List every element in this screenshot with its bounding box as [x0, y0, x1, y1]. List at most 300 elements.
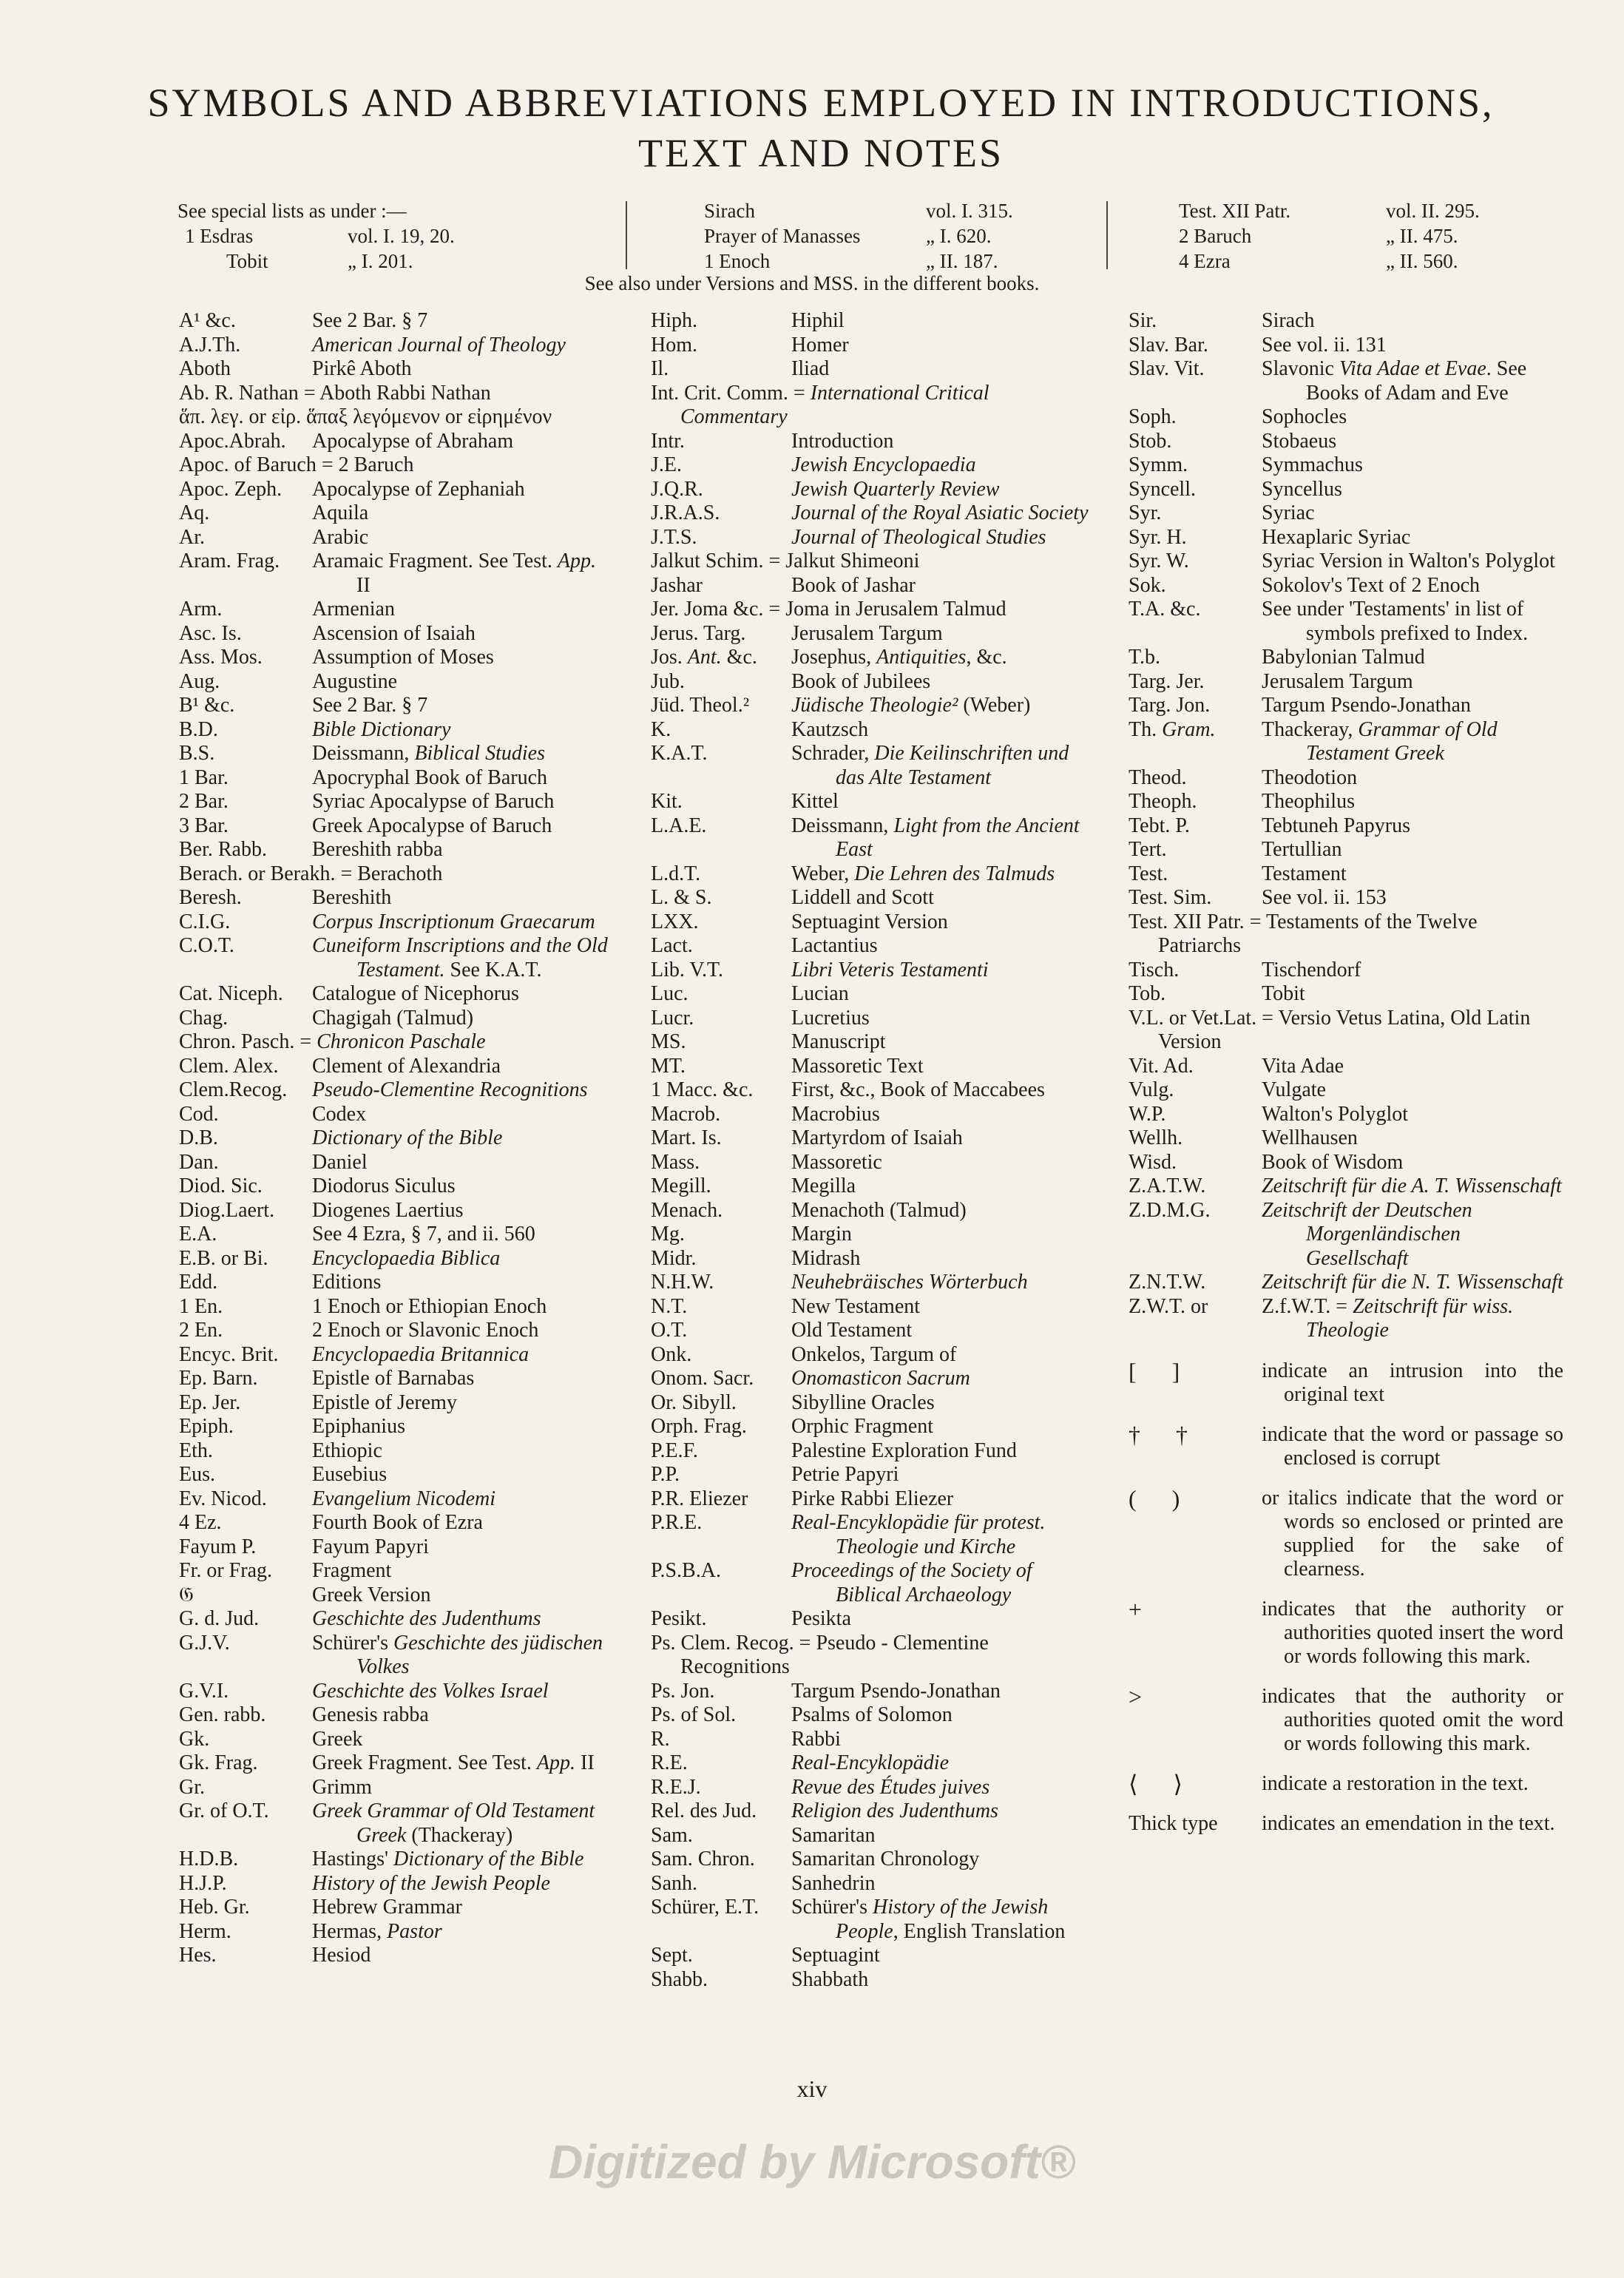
- abbrev-expansion: Greek Fragment. See Test. App. II: [312, 1751, 595, 1774]
- abbrev-term: Ep. Barn.: [179, 1367, 258, 1390]
- abbrev-expansion: Megilla: [791, 1175, 856, 1197]
- symbol-description: or italics indicate that the word or words so enclosed or printed are supplied for the sake of clearness.: [1262, 1486, 1563, 1581]
- intro-divider-2: [1106, 201, 1108, 269]
- abbrev-entry: [1129, 598, 1563, 646]
- abbrev-term: Soph.: [1129, 405, 1177, 428]
- abbrev-term: Diog.Laert.: [179, 1198, 275, 1222]
- abbrev-term: Ber. Rabb.: [179, 838, 267, 861]
- abbrev-entry: [1129, 838, 1563, 862]
- abbrev-entry: [1129, 1007, 1563, 1055]
- intro-ref: vol. II. 295.: [1386, 200, 1480, 222]
- abbrev-term: Jer. Joma &c.: [651, 598, 764, 621]
- abbrev-entry: [651, 1559, 1089, 1607]
- abbrev-expansion: Petrie Papyri: [791, 1463, 899, 1486]
- abbrev-expansion: Josephus, Antiquities, &c.: [791, 646, 1007, 669]
- abbrev-term: Vit. Ad.: [1129, 1054, 1194, 1078]
- abbrev-term: 𝔊: [179, 1583, 194, 1606]
- abbrev-expansion: Fayum Papyri: [312, 1535, 429, 1558]
- abbrev-term: E.A.: [179, 1223, 217, 1246]
- abbrev-term: J.E.: [651, 453, 682, 476]
- abbrev-term: Tob.: [1129, 982, 1166, 1005]
- abbrev-term: Sept.: [651, 1944, 693, 1967]
- abbrev-expansion: Palestine Exploration Fund: [791, 1439, 1017, 1462]
- abbrev-expansion: = International Critical Commentary: [680, 381, 989, 428]
- abbrev-term: Edd.: [179, 1271, 218, 1294]
- abbrev-term: R.: [651, 1727, 670, 1751]
- see-also-note: See also under Versions and MSS. in the different books.: [584, 272, 1040, 294]
- abbrev-term: J.Q.R.: [651, 477, 703, 501]
- abbrev-term: Hes.: [179, 1944, 217, 1967]
- abbrev-entry: [651, 334, 1089, 358]
- abbrev-entry: [651, 1896, 1089, 1944]
- symbol-entry: [1129, 1812, 1563, 1836]
- abbrev-entry: [179, 1848, 608, 1872]
- abbrev-entry: [179, 1007, 608, 1031]
- abbrev-entry: [179, 334, 608, 358]
- abbrev-entry: [651, 1776, 1089, 1800]
- abbrev-term: Syncell.: [1129, 477, 1196, 501]
- abbrev-entry: [179, 982, 608, 1007]
- intro-ref: „ I. 620.: [926, 225, 992, 247]
- abbrev-expansion: Hexaplaric Syriac: [1262, 525, 1411, 549]
- abbrev-entry: [651, 1799, 1089, 1824]
- abbrev-entry: [651, 1343, 1089, 1368]
- abbrev-expansion: Macrobius: [791, 1102, 880, 1126]
- symbol-legend: [1129, 1359, 1563, 1836]
- abbrev-expansion: Assumption of Moses: [312, 646, 494, 669]
- symbol-glyph: [ ]: [1129, 1357, 1180, 1385]
- abbrev-expansion: Epistle of Barnabas: [312, 1367, 475, 1390]
- abbrev-term: Lucr.: [651, 1006, 694, 1030]
- abbrev-term: MS.: [651, 1030, 686, 1053]
- abbrev-term: Beresh.: [179, 886, 242, 909]
- abbrev-expansion: Zeitschrift für die A. T. Wissenschaft: [1262, 1175, 1562, 1197]
- abbrev-term: G. d. Jud.: [179, 1607, 260, 1630]
- abbrev-expansion: Z.f.W.T. = Zeitschrift für wiss. Theologie: [1262, 1294, 1514, 1342]
- abbrev-term: K.A.T.: [651, 742, 708, 765]
- abbrev-entry: [179, 838, 608, 862]
- abbrev-term: Menach.: [651, 1198, 723, 1222]
- abbrev-entry: [1129, 1199, 1563, 1271]
- abbrev-term: Apoc. of Baruch: [179, 453, 317, 476]
- abbrev-term: Tert.: [1129, 838, 1167, 861]
- abbrev-expansion: Aquila: [312, 501, 369, 524]
- abbrev-expansion: See 4 Ezra, § 7, and ii. 560: [312, 1223, 535, 1246]
- abbrev-entry: [179, 886, 608, 910]
- abbrev-expansion: Hermas, Pastor: [312, 1919, 442, 1943]
- abbrev-expansion: Margin: [791, 1223, 852, 1246]
- abbrev-term: Schürer, E.T.: [651, 1896, 759, 1919]
- abbrev-term: J.R.A.S.: [651, 501, 720, 524]
- abbrev-term: D.B.: [179, 1126, 218, 1149]
- intro-label: Prayer of Manasses: [704, 225, 861, 247]
- abbrev-expansion: Stobaeus: [1262, 429, 1337, 453]
- abbrev-expansion: Targum Psendo-Jonathan: [1262, 694, 1471, 717]
- abbrev-entry: [179, 1126, 608, 1151]
- abbrev-entry: [651, 1439, 1089, 1464]
- abbrev-entry: [1129, 886, 1563, 910]
- abbrev-entry: [1129, 862, 1563, 887]
- intro-entry: [177, 223, 592, 249]
- abbrev-expansion: Onkelos, Targum of: [791, 1342, 957, 1366]
- abbrev-entry: [1129, 574, 1563, 598]
- symbol-entry: [1129, 1423, 1563, 1470]
- abbrev-entry: [179, 1319, 608, 1343]
- abbrev-term: P.R. Eliezer: [651, 1487, 748, 1510]
- symbol-description: indicates that the authority or authorities quoted insert the word or words following this mark.: [1262, 1597, 1563, 1668]
- watermark: Digitized by Microsoft®: [548, 2135, 1076, 2189]
- abbrev-entry: [651, 501, 1089, 526]
- abbrev-term: Test.: [1129, 862, 1168, 885]
- abbrev-expansion: Augustine: [312, 669, 398, 693]
- abbrev-term: Int. Crit. Comm.: [651, 381, 788, 405]
- abbrev-expansion: Pirkê Aboth: [312, 357, 412, 380]
- abbrev-expansion: Syriac: [1262, 501, 1315, 524]
- abbrev-entry: [1129, 1271, 1563, 1295]
- abbrev-entry: [651, 1103, 1089, 1127]
- abbrev-term: MT.: [651, 1054, 686, 1078]
- abbrev-entry: [1129, 790, 1563, 814]
- abbrev-entry: [651, 718, 1089, 743]
- abbrev-expansion: Corpus Inscriptionum Graecarum: [312, 910, 595, 933]
- abbrev-entry: [179, 1607, 608, 1632]
- abbrev-expansion: Menachoth (Talmud): [791, 1198, 967, 1222]
- abbrev-expansion: Kittel: [791, 790, 839, 813]
- abbrev-expansion: Sibylline Oracles: [791, 1390, 935, 1414]
- abbrev-expansion: Real-Encyklopädie für protest. Theologie und Kirche: [791, 1511, 1046, 1558]
- abbrev-term: Syr. W.: [1129, 550, 1189, 572]
- abbrev-term: Herm.: [179, 1919, 231, 1943]
- abbrev-entry: [1129, 1078, 1563, 1103]
- abbrev-term: Luc.: [651, 982, 688, 1005]
- symbol-description: indicates that the authority or authorities quoted omit the word or words following this mark.: [1262, 1684, 1563, 1755]
- intro-ref: „ I. 201.: [348, 250, 413, 272]
- abbrev-entry: [651, 1223, 1089, 1247]
- abbrev-column-3: [1129, 309, 1563, 1836]
- abbrev-entry: [179, 622, 608, 646]
- abbrev-term: Chron. Pasch.: [179, 1030, 295, 1053]
- abbrev-entry: [651, 357, 1089, 382]
- abbrev-entry: [651, 1367, 1089, 1391]
- abbrev-entry: [1129, 309, 1563, 334]
- abbrev-expansion: Codex: [312, 1102, 367, 1126]
- abbrev-entry: [179, 1487, 608, 1512]
- abbrev-term: Onk.: [651, 1342, 692, 1366]
- abbrev-entry: [179, 1078, 608, 1103]
- abbrev-term: Ep. Jer.: [179, 1390, 241, 1414]
- abbrev-term: B.S.: [179, 742, 215, 765]
- abbrev-term: Vulg.: [1129, 1078, 1174, 1101]
- abbrev-term: L. & S.: [651, 886, 712, 909]
- abbrev-expansion: Chagigah (Talmud): [312, 1006, 474, 1030]
- abbrev-term: Z.D.M.G.: [1129, 1198, 1211, 1222]
- abbrev-term: Cod.: [179, 1102, 219, 1126]
- abbrev-term: Targ. Jer.: [1129, 669, 1205, 693]
- abbrev-term: L.A.E.: [651, 814, 707, 837]
- abbrev-term: Jalkut Schim.: [651, 550, 764, 572]
- abbrev-entry: [179, 1103, 608, 1127]
- abbrev-entry: [1129, 526, 1563, 550]
- abbrev-expansion: Jüdische Theologie² (Weber): [791, 694, 1031, 717]
- abbrev-expansion: Evangelium Nicodemi: [312, 1487, 496, 1510]
- abbrev-expansion: Grimm: [312, 1775, 372, 1799]
- abbrev-term: W.P.: [1129, 1102, 1166, 1126]
- abbrev-expansion: Greek Version: [312, 1583, 431, 1606]
- intro-ref: vol. I. 315.: [926, 200, 1013, 222]
- page-number: xiv: [796, 2075, 828, 2102]
- intro-entry: [704, 249, 1044, 274]
- abbrev-term: N.T.: [651, 1294, 688, 1318]
- abbrev-expansion: Diogenes Laertius: [312, 1198, 464, 1222]
- abbrev-term: Chag.: [179, 1006, 229, 1030]
- abbrev-entry: [651, 1968, 1089, 1993]
- abbrev-entry: [1129, 910, 1563, 959]
- abbrev-term: C.I.G.: [179, 910, 231, 933]
- abbrev-entry: [651, 430, 1089, 454]
- abbrev-entry: [651, 598, 1089, 622]
- abbrev-term: Jub.: [651, 669, 685, 693]
- abbrev-expansion: Midrash: [791, 1246, 861, 1270]
- abbrev-term: Epiph.: [179, 1415, 234, 1438]
- abbrev-expansion: Encyclopaedia Biblica: [312, 1246, 501, 1270]
- abbrev-entry: [179, 1367, 608, 1391]
- abbrev-expansion: Jewish Quarterly Review: [791, 477, 1000, 501]
- intro-entry: [1179, 249, 1519, 274]
- abbrev-term: C.O.T.: [179, 934, 234, 957]
- abbrev-entry: [179, 1944, 608, 1968]
- abbrev-term: Diod. Sic.: [179, 1175, 263, 1197]
- abbrev-expansion: Tertullian: [1262, 838, 1342, 861]
- abbrev-term: ἅπ. λεγ. or εἰρ.: [179, 405, 302, 428]
- abbrev-term: P.S.B.A.: [651, 1559, 721, 1582]
- abbrev-entry: [651, 1175, 1089, 1199]
- abbrev-entry: [179, 1223, 608, 1247]
- abbrev-entry: [1129, 550, 1563, 574]
- abbrev-expansion: Lucretius: [791, 1006, 870, 1030]
- intro-list-1: [177, 198, 592, 274]
- abbrev-entry: [179, 718, 608, 743]
- abbrev-entry: [179, 1896, 608, 1920]
- intro-ref: vol. I. 19, 20.: [348, 225, 455, 247]
- abbrev-entry: [651, 1391, 1089, 1416]
- abbrev-entry: [651, 382, 1089, 430]
- abbrev-term: Z.W.T. or: [1129, 1294, 1208, 1318]
- intro-list-3: [1179, 198, 1519, 274]
- abbrev-term: A.J.Th.: [179, 333, 241, 356]
- abbrev-term: Aq.: [179, 501, 210, 524]
- intro-ref: „ II. 560.: [1386, 250, 1458, 272]
- abbrev-entry: [1129, 501, 1563, 526]
- intro-entry: [704, 198, 1044, 223]
- abbrev-expansion: Pirke Rabbi Eliezer: [791, 1487, 954, 1510]
- intro-entry: [704, 223, 1044, 249]
- abbrev-entry: [179, 309, 608, 334]
- abbrev-expansion: 2 Enoch or Slavonic Enoch: [312, 1319, 539, 1342]
- abbrev-expansion: Apocryphal Book of Baruch: [312, 765, 548, 789]
- intro-label: 1 Esdras: [185, 225, 254, 247]
- abbrev-expansion: Editions: [312, 1271, 382, 1294]
- abbrev-entry: [651, 790, 1089, 814]
- abbrev-expansion: Sokolov's Text of 2 Enoch: [1262, 573, 1480, 597]
- abbrev-entry: [179, 382, 608, 406]
- abbrev-expansion: Weber, Die Lehren des Talmuds: [791, 862, 1055, 885]
- abbrev-expansion: See vol. ii. 153: [1262, 886, 1387, 909]
- abbrev-term: Clem.Recog.: [179, 1078, 288, 1101]
- abbrev-expansion: Bereshith rabba: [312, 838, 443, 861]
- abbrev-expansion: Genesis rabba: [312, 1703, 429, 1726]
- abbrev-term: Mart. Is.: [651, 1126, 722, 1149]
- abbrev-entry: [651, 1007, 1089, 1031]
- abbrev-expansion: Testament: [1262, 862, 1347, 885]
- abbrev-expansion: Neuhebräisches Wörterbuch: [791, 1271, 1028, 1294]
- abbrev-expansion: Aramaic Fragment. See Test. App. II: [312, 550, 596, 597]
- abbrev-entry: [651, 1463, 1089, 1487]
- abbrev-entry: [651, 1078, 1089, 1103]
- abbrev-expansion: = Berachoth: [335, 862, 443, 885]
- abbrev-expansion: Bible Dictionary: [312, 717, 451, 741]
- abbrev-expansion: ἅπαξ λεγόμενον or εἰρημένον: [301, 405, 552, 428]
- abbrev-expansion: Apocalypse of Abraham: [312, 429, 514, 453]
- abbrev-entry: [651, 742, 1089, 790]
- abbrev-entry: [1129, 1151, 1563, 1175]
- abbrev-entry: [179, 1295, 608, 1319]
- intro-entry: See special lists as under :—: [177, 200, 407, 222]
- abbrev-term: J.T.S.: [651, 525, 697, 549]
- intro-label: Tobit: [226, 250, 268, 272]
- abbrev-term: T.b.: [1129, 646, 1161, 669]
- abbrev-expansion: Septuagint: [791, 1944, 880, 1967]
- abbrev-entry: [1129, 1295, 1563, 1343]
- abbrev-term: Jüd. Theol.²: [651, 694, 750, 717]
- abbrev-term: Z.A.T.W.: [1129, 1175, 1206, 1197]
- abbrev-term: Apoc. Zeph.: [179, 477, 282, 501]
- abbrev-entry: [179, 1463, 608, 1487]
- abbrev-term: Lact.: [651, 934, 693, 957]
- abbrev-expansion: Hebrew Grammar: [312, 1896, 462, 1919]
- abbrev-expansion: Schürer's History of the Jewish People, English Translation: [791, 1896, 1066, 1943]
- abbrev-entry: [179, 550, 608, 598]
- abbrev-entry: [651, 1632, 1089, 1680]
- abbrev-term: Gen. rabb.: [179, 1703, 266, 1726]
- abbrev-entry: [179, 1632, 608, 1680]
- abbrev-expansion: Sanhedrin: [791, 1871, 876, 1895]
- abbrev-term: Onom. Sacr.: [651, 1367, 754, 1390]
- abbrev-entry: [651, 1487, 1089, 1512]
- symbol-entry: [1129, 1359, 1563, 1407]
- abbrev-entry: [179, 1151, 608, 1175]
- abbrev-expansion: = 2 Baruch: [316, 453, 414, 476]
- abbrev-entry: [1129, 670, 1563, 694]
- abbrev-entry: [651, 1824, 1089, 1848]
- abbrev-entry: [651, 910, 1089, 935]
- abbrev-entry: [651, 1703, 1089, 1728]
- abbrev-entry: [1129, 766, 1563, 791]
- abbrev-entry: [651, 959, 1089, 983]
- abbrev-entry: [651, 1055, 1089, 1079]
- abbrev-term: P.R.E.: [651, 1511, 703, 1534]
- abbrev-term: N.H.W.: [651, 1271, 714, 1294]
- abbrev-term: Z.N.T.W.: [1129, 1271, 1206, 1294]
- abbrev-term: 2 Bar.: [179, 790, 229, 813]
- abbrev-expansion: Liddell and Scott: [791, 886, 934, 909]
- abbrev-expansion: Ethiopic: [312, 1439, 382, 1462]
- abbrev-expansion: First, &c., Book of Maccabees: [791, 1078, 1045, 1101]
- abbrev-entry: [179, 1391, 608, 1416]
- abbrev-entry: [1129, 694, 1563, 718]
- abbrev-entry: [651, 1848, 1089, 1872]
- abbrev-term: Ass. Mos.: [179, 646, 263, 669]
- abbrev-entry: [179, 1728, 608, 1752]
- abbrev-expansion: Hesiod: [312, 1944, 371, 1967]
- abbrev-expansion: Babylonian Talmud: [1262, 646, 1425, 669]
- abbrev-entry: [1129, 1126, 1563, 1151]
- symbol-glyph: ( ): [1129, 1484, 1180, 1512]
- abbrev-entry: [179, 1199, 608, 1223]
- page-title: SYMBOLS AND ABBREVIATIONS EMPLOYED IN INTRODUCTIONS,: [147, 81, 1495, 125]
- abbrev-entry: [179, 1055, 608, 1079]
- abbrev-expansion: = Jalkut Shimeoni: [763, 550, 920, 572]
- abbrev-expansion: = Testaments of the Twelve Patriarchs: [1158, 910, 1478, 957]
- abbrev-expansion: Symmachus: [1262, 453, 1363, 476]
- symbol-glyph: +: [1129, 1595, 1143, 1623]
- abbrev-entry: [651, 1751, 1089, 1776]
- abbrev-entry: [1129, 1103, 1563, 1127]
- abbrev-entry: [651, 1319, 1089, 1343]
- abbrev-expansion: Catalogue of Nicephorus: [312, 982, 519, 1005]
- intro-label: 2 Baruch: [1179, 225, 1252, 247]
- abbrev-term: Fayum P.: [179, 1535, 257, 1558]
- abbrev-expansion: Vita Adae: [1262, 1054, 1344, 1078]
- abbrev-term: Theoph.: [1129, 790, 1197, 813]
- abbrev-term: 2 En.: [179, 1319, 223, 1342]
- abbrev-entry: [179, 526, 608, 550]
- abbrev-expansion: Jewish Encyclopaedia: [791, 453, 976, 476]
- abbrev-entry: [179, 670, 608, 694]
- abbrev-expansion: 1 Enoch or Ethiopian Enoch: [312, 1294, 547, 1318]
- symbol-description: indicate that the word or passage so enclosed is corrupt: [1262, 1422, 1563, 1470]
- abbrev-expansion: Kautzsch: [791, 717, 869, 741]
- abbrev-expansion: Orphic Fragment: [791, 1415, 934, 1438]
- abbrev-entry: [651, 982, 1089, 1007]
- abbrev-expansion: Libri Veteris Testamenti: [791, 958, 989, 981]
- intro-ref: „ II. 475.: [1386, 225, 1458, 247]
- abbrev-term: P.P.: [651, 1463, 680, 1486]
- abbrev-entry: [651, 478, 1089, 502]
- abbrev-expansion: Septuagint Version: [791, 910, 948, 933]
- abbrev-entry: [179, 910, 608, 935]
- abbrev-term: E.B. or Bi.: [179, 1246, 268, 1270]
- abbrev-entry: [179, 1439, 608, 1464]
- abbrev-term: Hiph.: [651, 309, 697, 332]
- abbrev-entry: [179, 1175, 608, 1199]
- abbrev-term: Jos. Ant. &c.: [651, 646, 757, 669]
- abbrev-term: Slav. Vit.: [1129, 357, 1205, 380]
- abbrev-expansion: Epiphanius: [312, 1415, 405, 1438]
- abbrev-expansion: Book of Jashar: [791, 573, 916, 597]
- abbrev-expansion: Greek: [312, 1727, 363, 1751]
- abbrev-term: Sam.: [651, 1823, 693, 1847]
- abbrev-term: LXX.: [651, 910, 699, 933]
- abbrev-term: Ps. Clem. Recog.: [651, 1631, 794, 1655]
- abbrev-expansion: Pseudo-Clementine Recognitions: [312, 1078, 588, 1101]
- abbrev-term: Gk. Frag.: [179, 1751, 258, 1774]
- abbrev-expansion: Proceedings of the Society of Biblical Archaeology: [791, 1559, 1032, 1606]
- abbrev-entry: [179, 1415, 608, 1439]
- abbrev-term: Ar.: [179, 525, 205, 549]
- abbrev-expansion: See under 'Testaments' in list of symbols prefixed to Index.: [1262, 598, 1529, 645]
- abbrev-entry: [179, 1920, 608, 1944]
- abbrev-expansion: Journal of the Royal Asiatic Society: [791, 501, 1089, 524]
